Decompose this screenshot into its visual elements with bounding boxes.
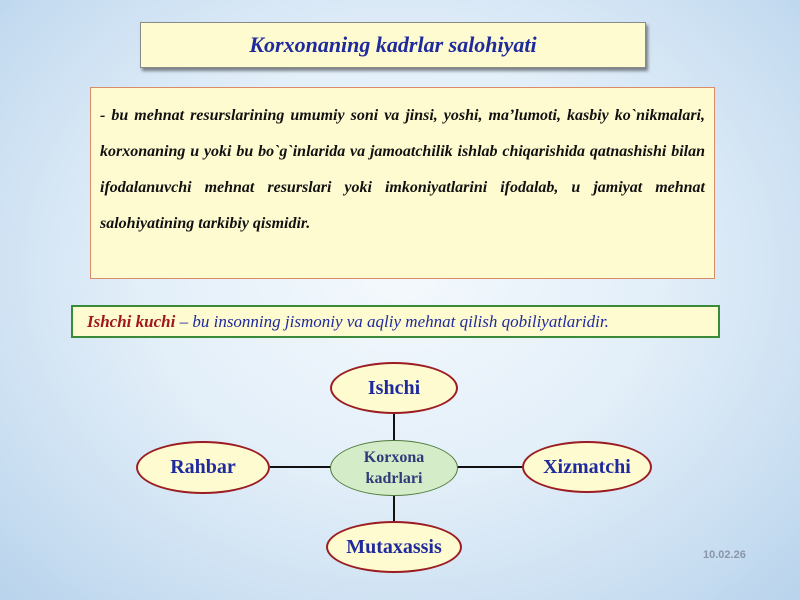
node-mutaxassis-label: Mutaxassis xyxy=(346,535,442,558)
node-ishchi-label: Ishchi xyxy=(367,376,421,399)
labor-force-term: Ishchi kuchi xyxy=(87,311,176,331)
node-rahbar-label: Rahbar xyxy=(170,456,236,478)
node-rahbar xyxy=(136,441,270,494)
node-ishchi xyxy=(330,362,458,414)
node-mutaxassis xyxy=(326,521,462,573)
center-node-korxona-kadrlari xyxy=(330,440,458,496)
slide-title-text: Korxonaning kadrlar salohiyati xyxy=(249,32,537,57)
node-xizmatchi xyxy=(522,441,652,493)
slide-date: 10.02.26 xyxy=(703,549,746,561)
node-xizmatchi-label: Xizmatchi xyxy=(543,455,631,478)
center-node-line2: kadrlari xyxy=(365,470,423,487)
definition-text: - bu mehnat resurslarining umumiy soni va jinsi, yoshi, ma’lumoti, kasbiy ko`nikmalari, korxonaning u yoki bu bo`g`inlarida va jamoatchilik ishlab chiqarishida qatnashishi bilan ifodalanuvchi mehnat resurslari yoki imkoniyatlarini ifodalab, u jamiyat mehnat salohiyatining tarkibiy qismidir. xyxy=(100,107,705,232)
center-node-line1: Korxona xyxy=(363,449,425,466)
labor-force-definition: – bu insonning jismoniy va aqliy mehnat qilish qobiliyatlaridir. xyxy=(175,311,609,331)
